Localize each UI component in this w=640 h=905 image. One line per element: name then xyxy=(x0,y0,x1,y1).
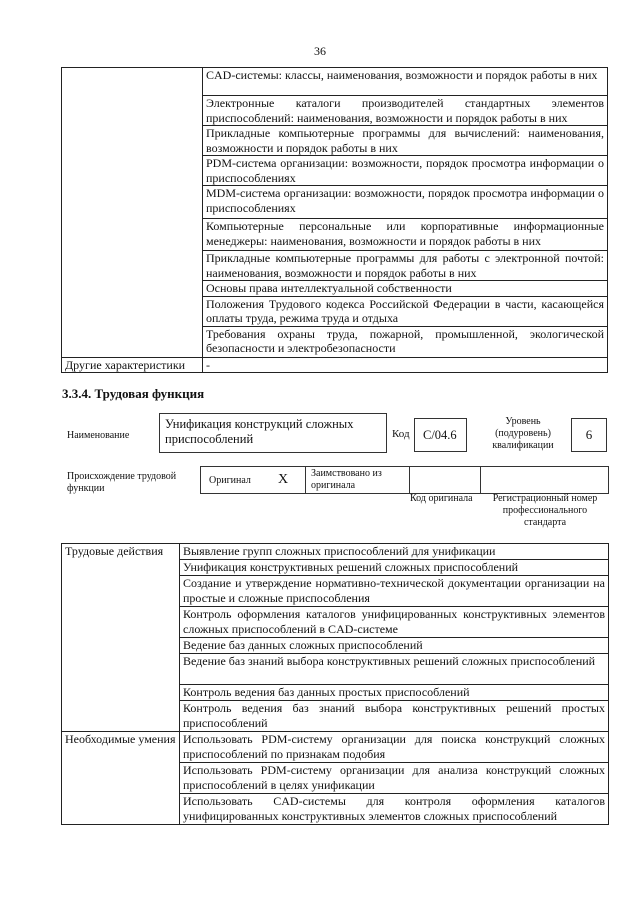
knowledge-item: MDM-система организации: возможности, порядок просмотра информации о приспособлениях xyxy=(203,186,608,219)
knowledge-item: Положения Трудового кодекса Российской Федерации в части, касающейся оплаты труда, режима труда и отдыха xyxy=(203,296,608,326)
other-characteristics-value: - xyxy=(203,357,608,373)
other-characteristics-label: Другие характеристики xyxy=(62,357,203,373)
code-value: С/04.6 xyxy=(423,428,457,442)
knowledge-item: Электронные каталоги производителей стандартных элементов приспособлений: наименования, возможности и порядок работы в них xyxy=(203,96,608,126)
origin-label: Происхождение трудовой функции xyxy=(67,471,177,494)
required-skills-label: Необходимые умения xyxy=(62,732,180,825)
labor-action-item: Контроль ведения баз данных простых приспособлений xyxy=(180,685,609,701)
origin-box xyxy=(200,466,410,494)
borrowed-label: Заимствовано из оригинала xyxy=(311,468,382,491)
knowledge-item: Основы права интеллектуальной собственности xyxy=(203,281,608,297)
code-label: Код xyxy=(392,428,410,440)
knowledge-label-cell xyxy=(62,68,203,358)
origin-divider xyxy=(305,467,306,493)
skill-item: Использовать PDM-систему организации для анализа конструкций сложных приспособлений в целях унификации xyxy=(180,763,609,794)
name-value: Унификация конструкций сложных приспособлений xyxy=(165,417,354,446)
labor-action-item: Контроль оформления каталогов унифицированных конструктивных элементов сложных приспособлений в CAD-системе xyxy=(180,607,609,638)
labor-action-item: Ведение баз данных сложных приспособлений xyxy=(180,638,609,654)
knowledge-item: Прикладные компьютерные программы для вычислений: наименования, возможности и порядок работы в них xyxy=(203,126,608,156)
labor-action-item: Выявление групп сложных приспособлений для унификации xyxy=(180,544,609,560)
knowledge-item: Прикладные компьютерные программы для работы с электронной почтой: наименования, возможности и порядок работы в них xyxy=(203,251,608,281)
name-label: Наименование xyxy=(67,430,130,441)
labor-action-item: Контроль ведения баз знаний выбора конструктивных решений простых приспособлений xyxy=(180,701,609,732)
knowledge-item: CAD-системы: классы, наименования, возможности и порядок работы в них xyxy=(203,68,608,96)
knowledge-table xyxy=(61,67,608,373)
level-value-box xyxy=(571,418,607,452)
reg-number-box xyxy=(480,466,609,494)
labor-actions-label: Трудовые действия xyxy=(62,544,180,732)
original-mark: X xyxy=(278,472,289,487)
labor-function-table xyxy=(61,543,609,825)
skill-item: Использовать PDM-систему организации для поиска конструкций сложных приспособлений по признакам подобия xyxy=(180,732,609,763)
name-value-box xyxy=(159,413,387,453)
knowledge-item: Требования охраны труда, пожарной, промышленной, экологической безопасности и электробезопасности xyxy=(203,326,608,357)
reg-number-caption: Регистрационный номер профессионального стандарта xyxy=(492,493,598,528)
code-original-caption: Код оригинала xyxy=(410,493,473,504)
level-value: 6 xyxy=(585,427,593,442)
level-label: Уровень (подуровень) квалификации xyxy=(492,416,554,451)
code-value-box xyxy=(414,418,467,452)
labor-action-item: Унификация конструктивных решений сложных приспособлений xyxy=(180,560,609,576)
knowledge-item: Компьютерные персональные или корпоративные информационные менеджеры: наименования, возможности и порядок работы в них xyxy=(203,219,608,251)
labor-action-item: Ведение баз знаний выбора конструктивных решений сложных приспособлений xyxy=(180,654,609,685)
labor-action-item: Создание и утверждение нормативно-технической документации организации на простые и сложные приспособления xyxy=(180,576,609,607)
skill-item: Использовать CAD-системы для контроля оформления каталогов унифицированных конструктивных элементов сложных приспособлений xyxy=(180,794,609,825)
original-label: Оригинал xyxy=(209,475,251,486)
section-heading: 3.3.4. Трудовая функция xyxy=(62,386,205,401)
code-original-box xyxy=(409,466,481,494)
knowledge-item: PDM-система организации: возможности, порядок просмотра информации о приспособлениях xyxy=(203,156,608,186)
page-number: 36 xyxy=(314,44,326,58)
